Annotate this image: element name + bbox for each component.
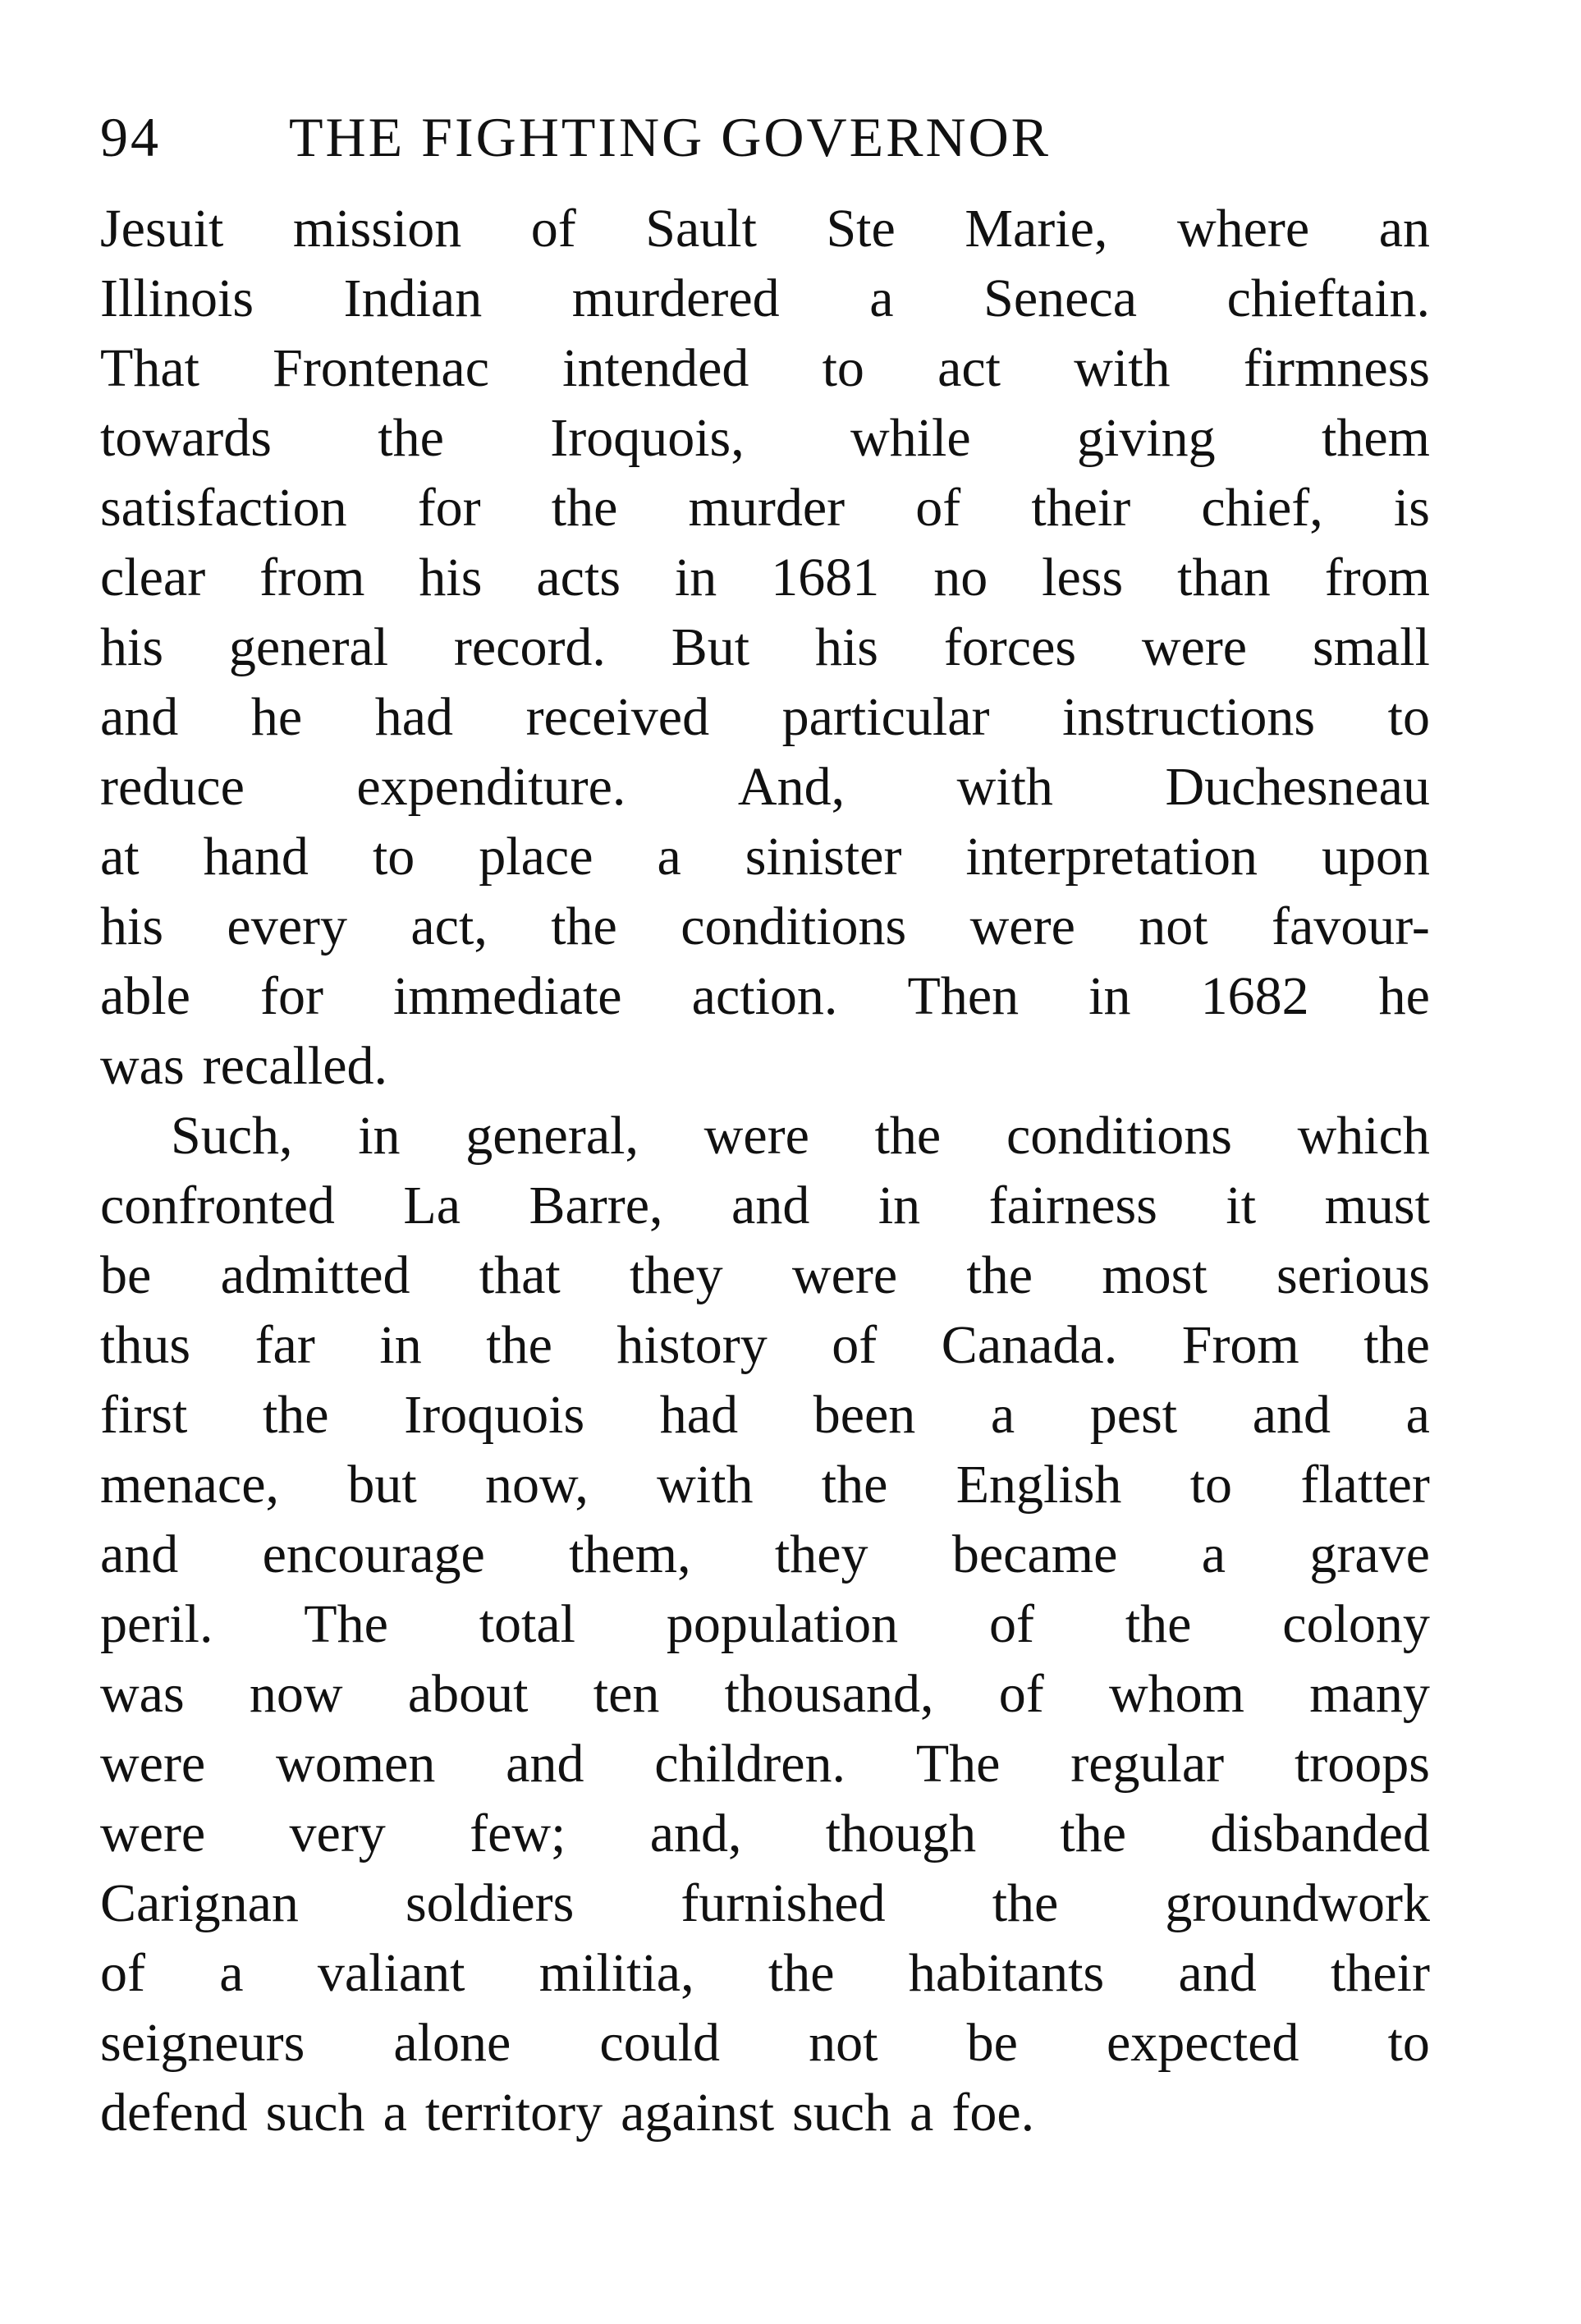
text-line: [100, 752, 1430, 822]
word: be: [100, 1245, 152, 1305]
word: that: [479, 1245, 561, 1305]
word: an: [1378, 199, 1430, 259]
word: was: [100, 1036, 185, 1096]
word: territory: [424, 2083, 603, 2143]
word: and: [1178, 1943, 1257, 2003]
word: giving: [1076, 408, 1216, 468]
word: first: [100, 1385, 188, 1445]
word: hand: [203, 827, 309, 887]
word: of: [100, 1943, 145, 2003]
word: But: [671, 617, 750, 677]
word: expenditure.: [356, 757, 626, 817]
word: sinister: [745, 827, 902, 887]
word: women: [276, 1734, 436, 1794]
word: be: [966, 2013, 1018, 2073]
text-line: [100, 1450, 1430, 1520]
word: the: [821, 1455, 888, 1515]
word: Canada.: [941, 1315, 1118, 1375]
text-line: [100, 822, 1430, 892]
text-line: [100, 1938, 1430, 2008]
word: instructions: [1062, 687, 1316, 747]
word: militia,: [538, 1943, 694, 2003]
word: were: [703, 1106, 809, 1166]
word: population: [666, 1594, 899, 1654]
word: conditions: [681, 896, 907, 956]
word: while: [850, 408, 971, 468]
running-title: THE FIGHTING GOVERNOR: [289, 106, 1052, 168]
word: not: [809, 2013, 878, 2073]
word: Indian: [343, 268, 483, 328]
word: than: [1177, 548, 1271, 607]
word: 1681: [771, 548, 880, 607]
text-line: [100, 1589, 1430, 1659]
word: the: [378, 408, 444, 468]
text-line: [100, 2008, 1430, 2078]
text-line: [100, 2078, 1430, 2148]
word: must: [1324, 1176, 1430, 1235]
text-line: [100, 333, 1430, 403]
word: such: [265, 2083, 365, 2143]
word: he: [250, 687, 303, 747]
word: his: [814, 617, 878, 677]
word: his: [100, 896, 164, 956]
word: 1682: [1200, 966, 1309, 1026]
word: was: [100, 1664, 185, 1724]
word: general,: [465, 1106, 639, 1166]
word: La: [403, 1176, 461, 1235]
word: from: [259, 548, 365, 607]
word: murder: [688, 478, 845, 538]
word: Ste: [826, 199, 896, 259]
word: and: [100, 687, 179, 747]
word: with: [956, 757, 1053, 817]
word: whom: [1109, 1664, 1245, 1724]
word: in: [674, 548, 717, 607]
word: murdered: [571, 268, 780, 328]
word: a: [1405, 1385, 1430, 1445]
word: Such,: [171, 1106, 293, 1166]
text-line: [100, 1031, 1430, 1101]
word: the: [992, 1873, 1059, 1933]
word: mission: [292, 199, 462, 259]
word: could: [599, 2013, 721, 2073]
word: he: [1378, 966, 1430, 1026]
word: most: [1102, 1245, 1208, 1305]
word: total: [479, 1594, 576, 1654]
word: which: [1297, 1106, 1430, 1166]
word: were: [1141, 617, 1248, 677]
text-line: [100, 1380, 1430, 1450]
word: Frontenac: [273, 338, 490, 398]
word: The: [304, 1594, 388, 1654]
word: towards: [100, 408, 272, 468]
word: to: [1387, 687, 1430, 747]
word: Then: [907, 966, 1020, 1026]
word: from: [1324, 548, 1430, 607]
text-line: [100, 892, 1430, 961]
word: From: [1181, 1315, 1299, 1375]
text-line: [100, 1868, 1430, 1938]
word: upon: [1321, 827, 1430, 887]
word: thus: [100, 1315, 191, 1375]
word: to: [1387, 2013, 1430, 2073]
word: a: [657, 827, 681, 887]
word: furnished: [681, 1873, 886, 1933]
word: The: [915, 1734, 1001, 1794]
word: soldiers: [405, 1873, 575, 1933]
word: expected: [1106, 2013, 1299, 2073]
word: were: [100, 1734, 206, 1794]
word: they: [630, 1245, 723, 1305]
text-line: [100, 1520, 1430, 1589]
word: Barre,: [529, 1176, 663, 1235]
word: immediate: [393, 966, 622, 1026]
word: and: [506, 1734, 584, 1794]
text-line: [100, 1171, 1430, 1240]
word: and: [100, 1524, 179, 1584]
word: history: [616, 1315, 768, 1375]
word: action.: [691, 966, 838, 1026]
word: his: [100, 617, 164, 677]
word: and,: [649, 1804, 742, 1863]
word: groundwork: [1165, 1873, 1430, 1933]
word: favour-: [1272, 896, 1430, 956]
word: it: [1226, 1176, 1257, 1235]
word: encourage: [262, 1524, 485, 1584]
word: the: [551, 478, 618, 538]
word: in: [379, 1315, 422, 1375]
word: were: [791, 1245, 898, 1305]
word: the: [262, 1385, 329, 1445]
word: is: [1393, 478, 1430, 538]
word: a: [990, 1385, 1015, 1445]
word: particular: [781, 687, 990, 747]
text-line: [100, 1240, 1430, 1310]
word: very: [289, 1804, 386, 1863]
word: had: [659, 1385, 739, 1445]
word: his: [419, 548, 483, 607]
word: act,: [410, 896, 488, 956]
word: foe.: [951, 2083, 1035, 2143]
paragraph: [100, 1101, 1430, 2148]
text-line: [100, 473, 1430, 543]
word: interpretation: [965, 827, 1258, 887]
word: and: [1252, 1385, 1331, 1445]
word: chief,: [1201, 478, 1323, 538]
word: with: [657, 1455, 754, 1515]
paragraph: [100, 194, 1430, 1101]
word: in: [878, 1176, 921, 1235]
word: the: [551, 896, 617, 956]
word: were: [969, 896, 1075, 956]
word: of: [989, 1594, 1034, 1654]
word: conditions: [1006, 1106, 1232, 1166]
word: the: [1363, 1315, 1430, 1375]
word: the: [966, 1245, 1033, 1305]
word: place: [479, 827, 593, 887]
word: record.: [453, 617, 606, 677]
word: forces: [943, 617, 1077, 677]
word: acts: [536, 548, 621, 607]
word: colony: [1282, 1594, 1430, 1654]
text-line: [100, 1729, 1430, 1799]
word: against: [621, 2083, 775, 2143]
text-line: [100, 961, 1430, 1031]
word: had: [374, 687, 454, 747]
text-line: [100, 1310, 1430, 1380]
word: their: [1331, 1943, 1430, 2003]
word: intended: [562, 338, 749, 398]
text-line: [100, 682, 1430, 752]
word: firmness: [1243, 338, 1430, 398]
word: the: [1060, 1804, 1127, 1863]
word: Sault: [645, 199, 757, 259]
word: for: [417, 478, 481, 538]
word: many: [1309, 1664, 1430, 1724]
word: to: [372, 827, 415, 887]
word: admitted: [220, 1245, 410, 1305]
word: act: [937, 338, 1001, 398]
word: the: [768, 1943, 835, 2003]
word: few;: [470, 1804, 566, 1863]
word: Jesuit: [100, 199, 224, 259]
word: ten: [593, 1664, 660, 1724]
word: them,: [569, 1524, 691, 1584]
word: of: [530, 199, 576, 259]
word: in: [1088, 966, 1131, 1026]
word: though: [825, 1804, 977, 1863]
word: recalled.: [202, 1036, 387, 1096]
word: they: [774, 1524, 868, 1584]
word: a: [910, 2083, 934, 2143]
text-line: [100, 264, 1430, 333]
word: pest: [1089, 1385, 1178, 1445]
word: to: [822, 338, 864, 398]
word: Illinois: [100, 268, 254, 328]
word: of: [998, 1664, 1044, 1724]
word: every: [227, 896, 347, 956]
book-page: [100, 105, 1430, 2148]
word: clear: [100, 548, 206, 607]
word: a: [219, 1943, 244, 2003]
word: them: [1321, 408, 1430, 468]
text-line: [100, 612, 1430, 682]
word: grave: [1309, 1524, 1430, 1584]
word: the: [874, 1106, 942, 1166]
word: been: [813, 1385, 916, 1445]
word: the: [1125, 1594, 1192, 1654]
word: now,: [484, 1455, 589, 1515]
word: their: [1031, 478, 1131, 538]
word: such: [792, 2083, 892, 2143]
text-line: [100, 1659, 1430, 1729]
body-text: [100, 194, 1430, 2148]
text-line: [100, 543, 1430, 612]
text-line: [100, 194, 1430, 264]
word: now: [249, 1664, 343, 1724]
word: That: [100, 338, 199, 398]
word: at: [100, 827, 140, 887]
word: chieftain.: [1226, 268, 1430, 328]
word: small: [1312, 617, 1430, 677]
word: regular: [1070, 1734, 1225, 1794]
word: reduce: [100, 757, 245, 817]
word: Iroquois: [404, 1385, 585, 1445]
word: of: [915, 478, 961, 538]
word: thousand,: [724, 1664, 934, 1724]
word: confronted: [100, 1176, 335, 1235]
word: received: [525, 687, 710, 747]
word: no: [933, 548, 988, 607]
word: Iroquois,: [550, 408, 745, 468]
word: and: [731, 1176, 810, 1235]
word: Carignan: [100, 1873, 299, 1933]
word: peril.: [100, 1594, 213, 1654]
text-line: [100, 403, 1430, 473]
word: for: [260, 966, 323, 1026]
word: Seneca: [983, 268, 1138, 328]
word: a: [383, 2083, 407, 2143]
word: And,: [737, 757, 845, 817]
word: fairness: [988, 1176, 1157, 1235]
word: disbanded: [1210, 1804, 1430, 1863]
word: habitants: [908, 1943, 1105, 2003]
text-line: [100, 1101, 1430, 1171]
word: English: [955, 1455, 1122, 1515]
word: satisfaction: [100, 478, 347, 538]
word: with: [1074, 338, 1171, 398]
word: valiant: [317, 1943, 465, 2003]
word: general: [228, 617, 389, 677]
word: not: [1139, 896, 1208, 956]
page-number: 94: [100, 106, 161, 168]
word: far: [254, 1315, 315, 1375]
word: children.: [654, 1734, 846, 1794]
word: in: [358, 1106, 401, 1166]
word: a: [869, 268, 894, 328]
word: alone: [393, 2013, 511, 2073]
word: a: [1201, 1524, 1226, 1584]
word: able: [100, 966, 190, 1026]
word: where: [1176, 199, 1310, 259]
word: but: [347, 1455, 417, 1515]
word: seigneurs: [100, 2013, 305, 2073]
word: Duchesneau: [1165, 757, 1430, 817]
running-head: [100, 105, 1430, 187]
word: Marie,: [965, 199, 1108, 259]
word: less: [1042, 548, 1124, 607]
word: of: [832, 1315, 878, 1375]
word: troops: [1294, 1734, 1430, 1794]
text-line: [100, 1799, 1430, 1868]
word: were: [100, 1804, 206, 1863]
word: defend: [100, 2083, 248, 2143]
word: to: [1189, 1455, 1233, 1515]
word: became: [951, 1524, 1118, 1584]
word: about: [407, 1664, 529, 1724]
word: flatter: [1300, 1455, 1430, 1515]
word: the: [486, 1315, 552, 1375]
word: serious: [1276, 1245, 1430, 1305]
word: menace,: [100, 1455, 280, 1515]
